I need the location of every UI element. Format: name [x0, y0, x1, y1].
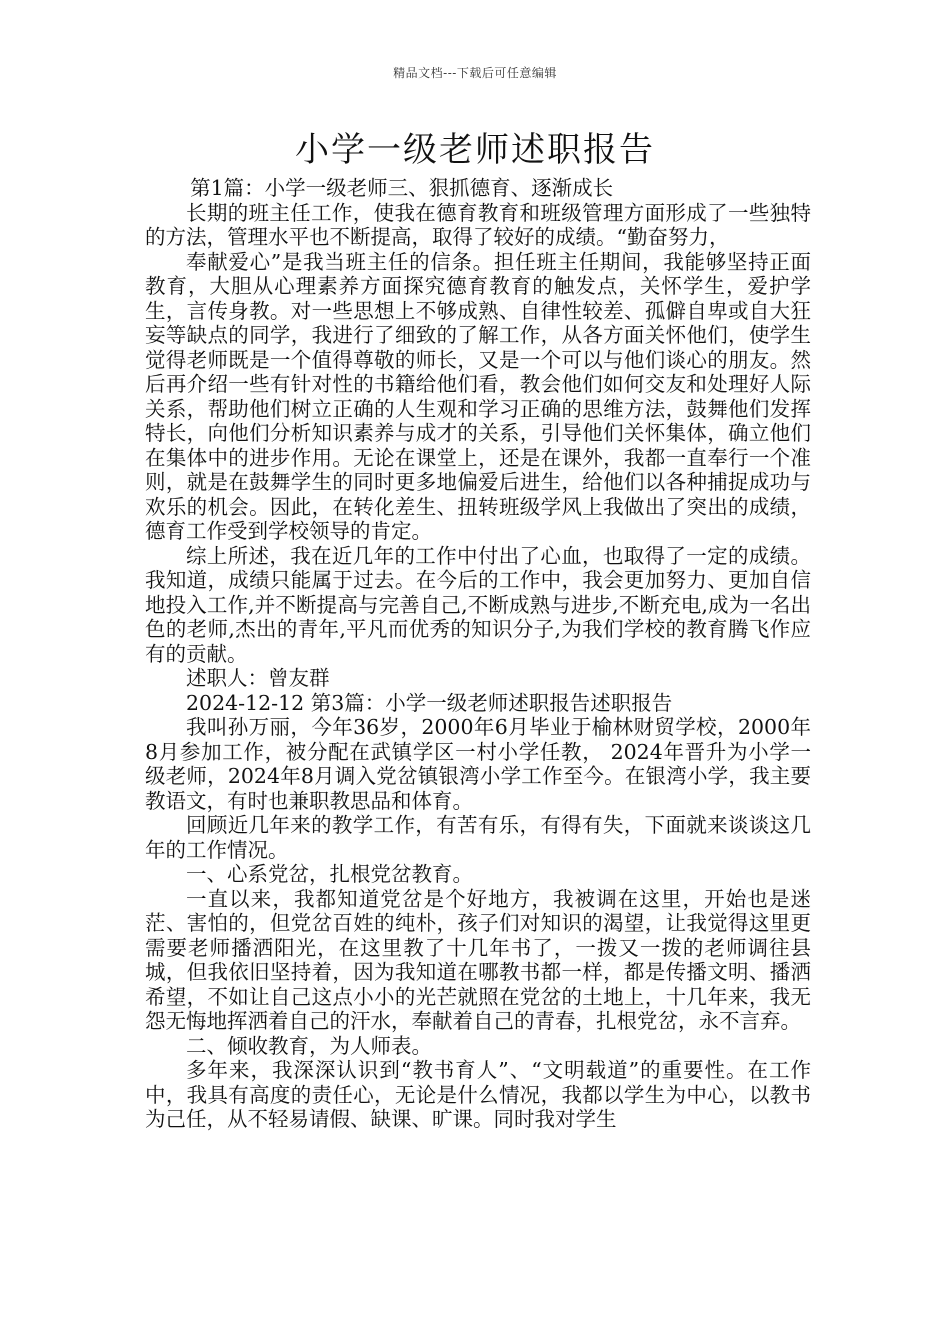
paragraph: 综上所述，我在近几年的工作中付出了心血，也取得了一定的成绩。我知道，成绩只能属于过去。在今后的工作中，我会更加努力、更加自信地投入工作,并不断提高与完善自己,不断成熟与进步,不断充电,成为一名出色的老师,杰出的青年,平凡而优秀的知识分子,为我们学校的教育腾飞作应有的贡献。 — [145, 543, 811, 666]
paragraph: 长期的班主任工作，使我在德育教育和班级管理方面形成了一些独特的方法，管理水平也不断提高，取得了较好的成绩。“勤奋努力， — [145, 200, 811, 249]
header-note: 精品文档---下载后可任意编辑 — [393, 66, 557, 80]
section-heading-1: 第1篇：小学一级老师三、狠抓德育、逐渐成长 — [190, 176, 614, 200]
date-and-section-heading-3: 2024-12-12 第3篇：小学一级老师述职报告述职报告 — [186, 690, 673, 715]
document-title: 小学一级老师述职报告 — [295, 130, 655, 170]
document-body — [145, 176, 811, 1132]
paragraph: 奉献爱心”是我当班主任的信条。担任班主任期间，我能够坚持正面教育，大胆从心理素养方面探究德育教育的触发点，关怀学生，爱护学生，言传身教。对一些思想上不够成熟、自律性较差、孤僻自卑或自大狂妄等缺点的同学，我进行了细致的了解工作，从各方面关怀他们，使学生觉得老师既是一个值得尊敬的师长，又是一个可以与他们谈心的朋友。然后再介绍一些有针对性的书籍给他们看，教会他们如何交友和处理好人际关系，帮助他们树立正确的人生观和学习正确的思维方法，鼓舞他们发挥特长，向他们分析知识素养与成才的关系，引导他们关怀集体，确立他们在集体中的进步作用。无论在课堂上，还是在课外，我都一直奉行一个准则，就是在鼓舞学生的同时更多地偏爱后进生，给他们以各种捕捉成功与欢乐的机会。因此，在转化差生、扭转班级学风上我做出了突出的成绩，德育工作受到学校领导的肯定。 — [145, 249, 811, 543]
paragraph: 我叫孙万丽，今年36岁，2000年6月毕业于榆林财贸学校，2000年8月参加工作，被分配在武镇学区一村小学任教， 2024年晋升为小学一级老师，2024年8月调入党岔镇银湾小学工作至今。在银湾小学，我主要教语文，有时也兼职教思品和体育。 — [145, 715, 811, 813]
paragraph: 一直以来，我都知道党岔是个好地方，我被调在这里，开始也是迷茫、害怕的，但党岔百姓的纯朴，孩子们对知识的渴望，让我觉得这里更需要老师播洒阳光，在这里教了十几年书了，一拨又一拨的老师调往县城，但我依旧坚持着，因为我知道在哪教书都一样，都是传播文明、播洒希望，不如让自己这点小小的光芒就照在党岔的土地上，十几年来，我无怨无悔地挥洒着自己的汗水，奉献着自己的青春，扎根党岔，永不言弃。 — [145, 886, 811, 1033]
subsection-heading: 一、心系党岔，扎根党岔教育。 — [186, 862, 473, 886]
paragraph: 回顾近几年来的教学工作，有苦有乐，有得有失，下面就来谈谈这几年的工作情况。 — [145, 813, 811, 862]
subsection-heading: 二、倾收教育，为人师表。 — [186, 1033, 432, 1058]
signature-line: 述职人：曾友群 — [186, 666, 330, 690]
paragraph: 多年来，我深深认识到“教书育人”、“文明载道”的重要性。在工作中，我具有高度的责任心，无论是什么情况，我都以学生为中心，以教书为己任，从不轻易请假、缺课、旷课。同时我对学生 — [145, 1058, 811, 1131]
